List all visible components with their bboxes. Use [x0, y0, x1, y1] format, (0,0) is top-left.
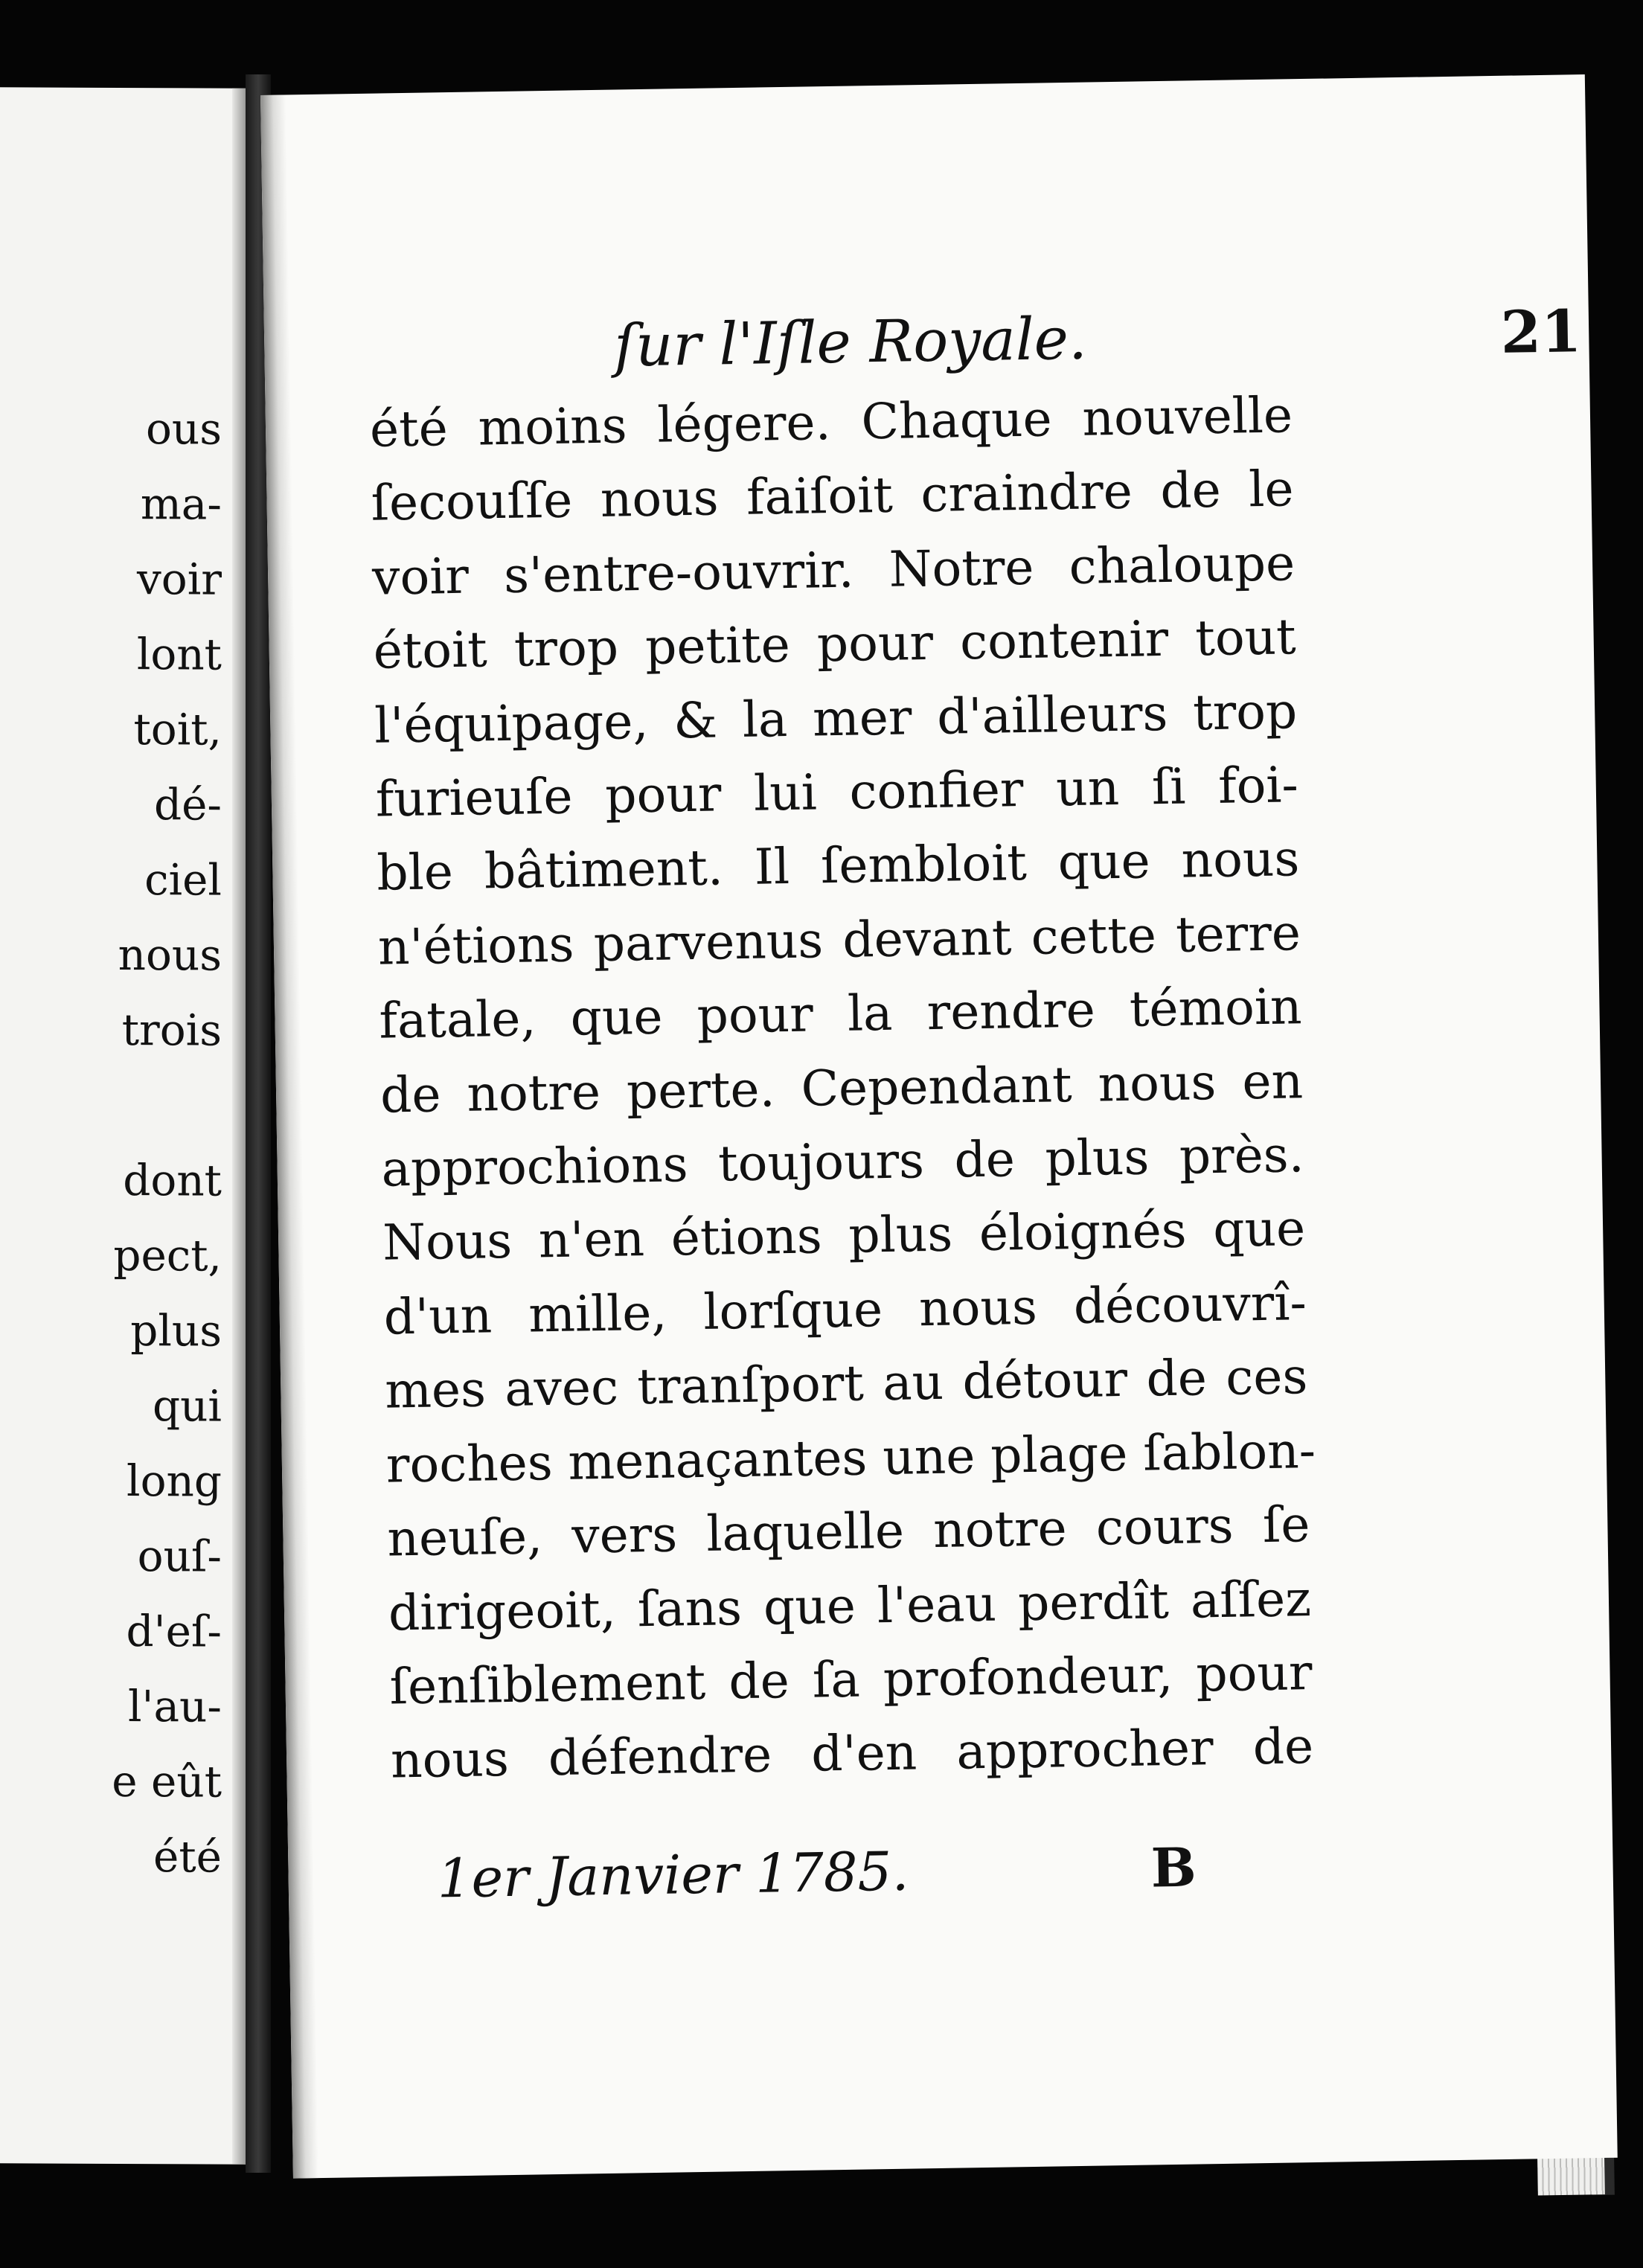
text-line: nous défendre d'en approcher de: [390, 1717, 1314, 1790]
text-line: fatale, que pour la rendre témoin: [378, 978, 1303, 1050]
text-line: été moins légere. Chaque nouvelle: [369, 386, 1293, 458]
text-line: ble bâtiment. Il ſembloit que nous: [376, 830, 1300, 903]
text-line: ſenſiblement de ſa profondeur, pour: [389, 1643, 1313, 1716]
left-line: plus: [130, 1305, 222, 1356]
running-head: [613, 298, 1582, 380]
left-line: ma-: [140, 478, 222, 530]
signature-line: [437, 1835, 1197, 1910]
text-line: mes avec tranſport au détour de ces: [384, 1348, 1308, 1420]
left-line: ouſ-: [137, 1531, 222, 1582]
left-line-blank: [112, 1068, 222, 1144]
left-page-edge: [232, 89, 246, 2165]
left-line: pect,: [113, 1229, 222, 1281]
left-line: dont: [123, 1155, 222, 1206]
left-line: l'au-: [127, 1681, 222, 1732]
text-line: étoit trop petite pour contenir tout: [373, 608, 1297, 680]
text-line: l'équipage, & la mer d'ailleurs trop: [374, 682, 1298, 755]
running-title: ſur l'Iſle Royale.: [613, 305, 1088, 380]
text-line: voir s'entre-ouvrir. Notre chaloupe: [371, 534, 1295, 606]
left-line: nous: [118, 929, 222, 981]
text-line: Nous n'en étions plus éloignés que: [382, 1199, 1306, 1272]
right-page: [260, 74, 1618, 2179]
left-line: ciel: [144, 854, 222, 906]
text-line: neuſe, vers laquelle notre cours ſe: [386, 1496, 1310, 1568]
left-line: ous: [145, 403, 222, 455]
left-line: lont: [136, 629, 222, 680]
left-page: [0, 87, 246, 2164]
text-line: n'étions parvenus devant cette terre: [377, 904, 1301, 976]
text-line: de notre perte. Cependant nous en: [379, 1051, 1304, 1124]
left-line: été: [153, 1831, 222, 1883]
text-line: furieuſe pour lui confier un ſi foi-: [375, 756, 1299, 828]
body-text: [369, 378, 1314, 1798]
left-line: long: [126, 1455, 222, 1507]
left-line: trois: [121, 1004, 222, 1056]
left-line: voir: [137, 554, 222, 605]
left-line: d'eſ-: [126, 1606, 222, 1657]
page-number: 21: [1499, 298, 1582, 367]
left-line: dé-: [153, 779, 222, 830]
left-line: e eût: [112, 1755, 222, 1807]
left-line: toit,: [133, 704, 222, 755]
text-line: roches menaçantes une plage ſablon-: [385, 1421, 1316, 1494]
text-line: ſecouſſe nous faiſoit craindre de le: [371, 460, 1295, 533]
text-line: approchions toujours de plus près.: [381, 1126, 1305, 1198]
left-page-text: [112, 391, 222, 1895]
left-line: qui: [152, 1380, 222, 1432]
text-line: d'un mille, lorſque nous découvrî-: [383, 1274, 1307, 1346]
text-line: dirigeoit, ſans que l'eau perdît aſſez: [388, 1569, 1312, 1642]
signature-mark: B: [1150, 1835, 1197, 1900]
signature-date: 1er Janvier 1785.: [437, 1839, 909, 1910]
